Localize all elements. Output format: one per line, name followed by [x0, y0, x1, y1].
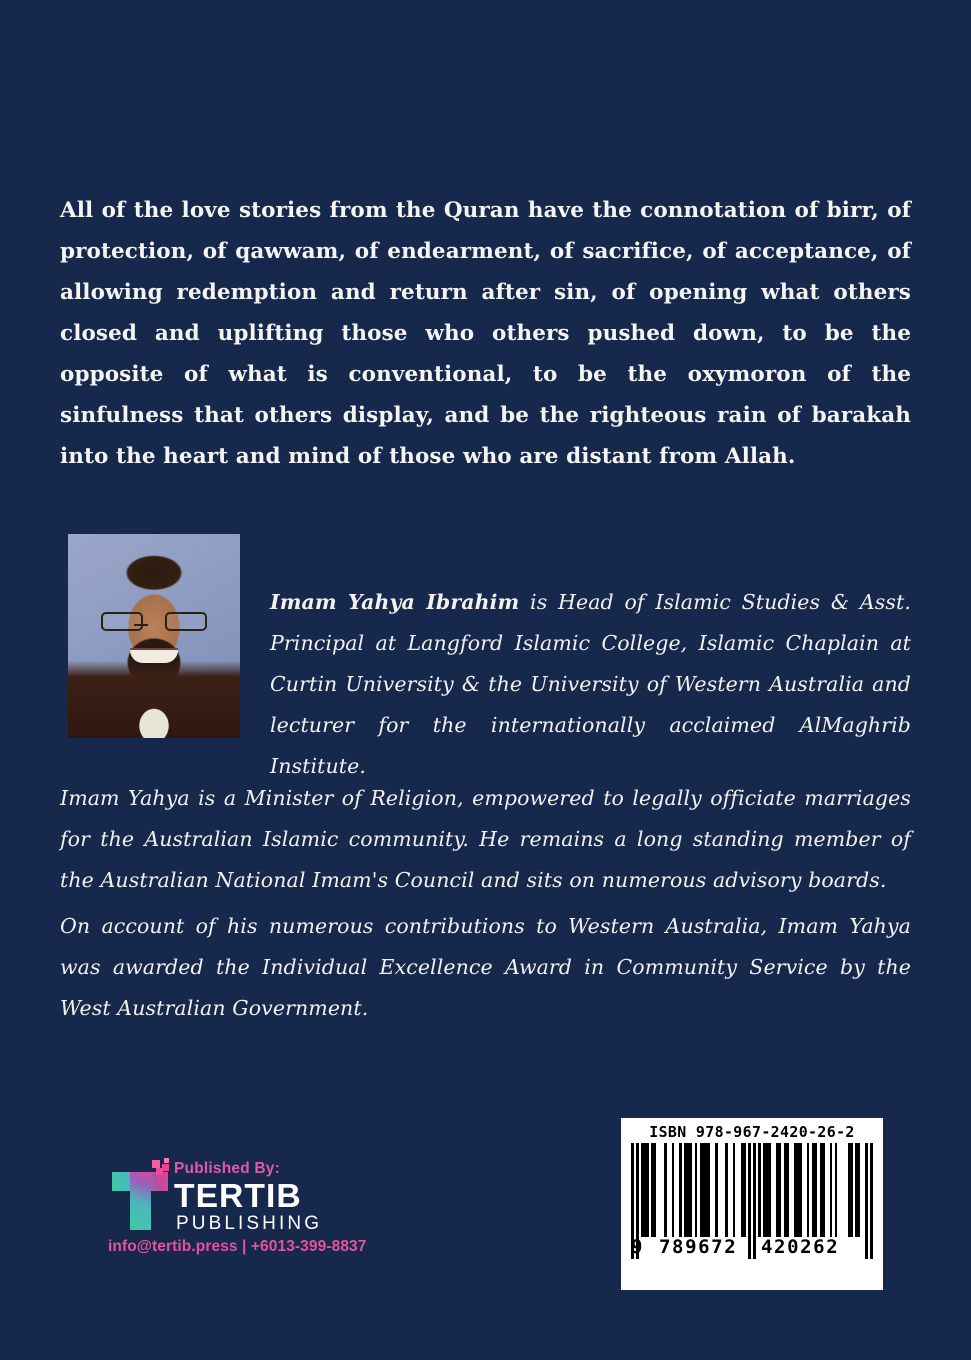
ean-group-left: 789672 — [659, 1236, 738, 1259]
logo-pixel-3 — [162, 1164, 169, 1171]
logo-pixel-2 — [152, 1160, 160, 1168]
ean-group-right: 420262 — [761, 1236, 840, 1259]
isbn-text: ISBN 978-967-2420-26-2 — [649, 1123, 855, 1141]
publisher-name: TERTIB — [174, 1177, 302, 1214]
published-by-label: Published By: — [174, 1160, 280, 1177]
author-bio-lead-rest: is Head of Islamic Studies & Asst. Principal at Langford Islamic College, Islamic Chaplain at Curtin University & the University of Western Australia and lecturer for the internationally acclaimed AlMaghrib Institute. — [270, 590, 911, 778]
author-bio-block — [60, 534, 911, 787]
author-bio-paragraph-2: Imam Yahya is a Minister of Religion, empowered to legally officiate marriages for the Australian Islamic community. He remains a long standing member of the Australian National Imam's Council and sits on numerous advisory boards. — [60, 786, 911, 892]
glasses-icon — [99, 612, 209, 632]
publisher-contact: info@tertib.press | +6013-399-8837 — [108, 1238, 367, 1255]
barcode-digits — [631, 1236, 873, 1260]
blurb-paragraph: All of the love stories from the Quran have the connotation of birr, of protection, of qawwam, of endearment, of sacrifice, of acceptance, of allowing redemption and return after sin, of opening what others closed and uplifting those who others pushed down, to be the opposite of what is conventional, to be the oxymoron of the sinfulness that others display, and be the righteous rain of barakah into the heart and mind of those who are distant from Allah. — [60, 198, 911, 469]
publisher-block — [108, 1152, 368, 1262]
logo-pixel-1 — [164, 1158, 169, 1163]
glasses-bridge-icon — [134, 624, 148, 627]
logo-t-stem — [130, 1172, 151, 1230]
author-photo — [68, 534, 240, 738]
smile-icon — [130, 650, 178, 663]
isbn-barcode — [621, 1118, 883, 1290]
ean-digit-first: 9 — [631, 1236, 645, 1259]
publisher-suffix: PUBLISHING — [176, 1213, 323, 1234]
author-bio-paragraph-3: On account of his numerous contributions to Western Australia, Imam Yahya was awarded the Individual Excellence Award in Community Service by the West Australian Government. — [60, 914, 911, 1020]
tertib-t-logo-icon — [112, 1158, 170, 1230]
author-name: Imam Yahya Ibrahim — [270, 590, 520, 614]
logo-pixel-4 — [156, 1168, 163, 1175]
